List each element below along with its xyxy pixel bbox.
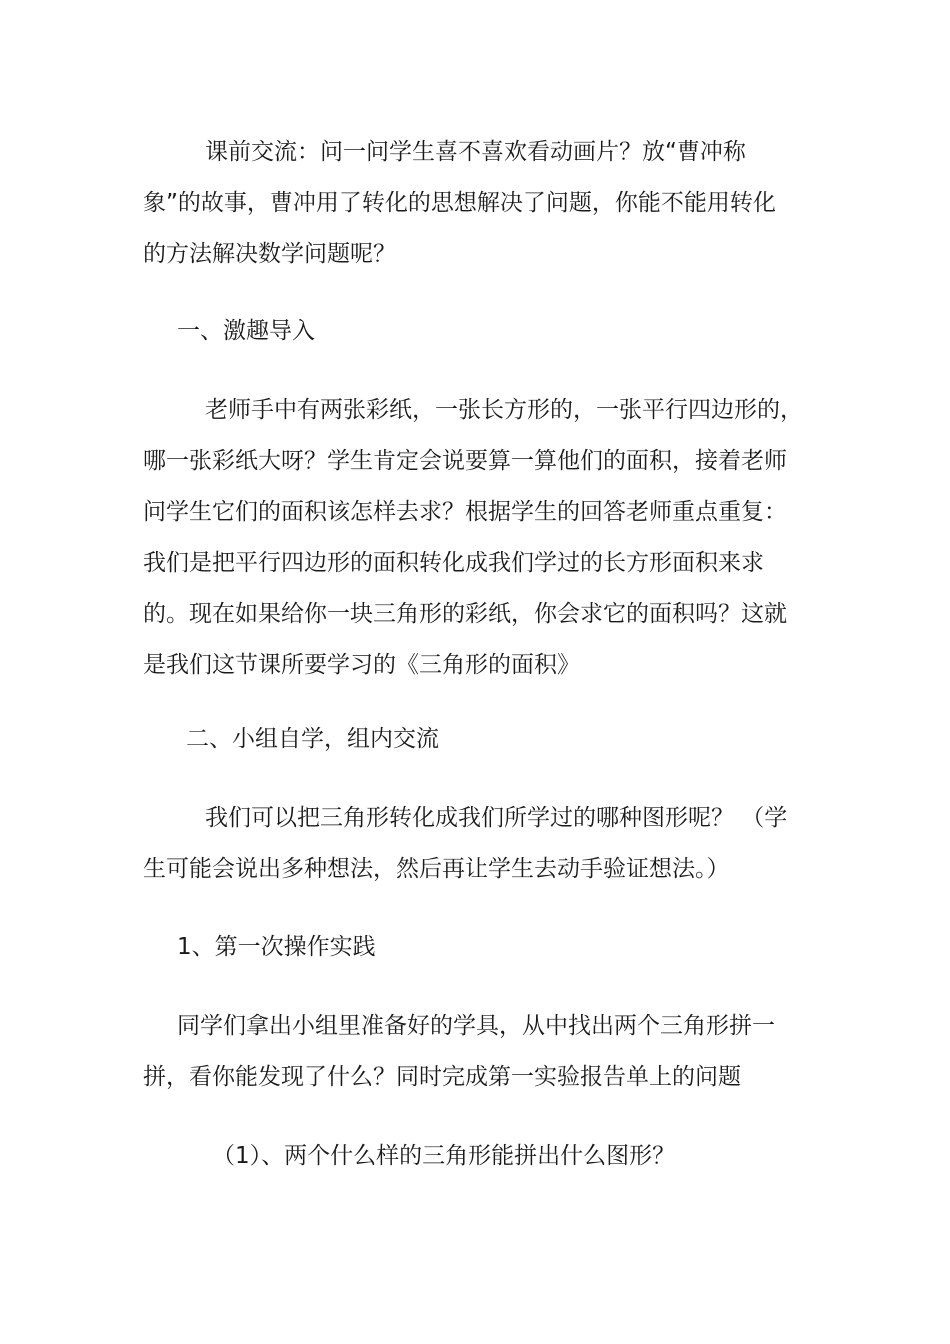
paragraph-1: [143, 385, 813, 691]
list-item-1: （1）、两个什么样的三角形能拼出什么图形？: [212, 1143, 676, 1169]
text-line: 象”的故事，曹冲用了转化的思想解决了问题，你能不能用转化: [143, 190, 776, 216]
text-line: 课前交流：问一问学生喜不喜欢看动画片？放“曹冲称: [205, 139, 746, 165]
subsection-heading: 1、第一次操作实践: [177, 934, 376, 960]
text-line: 问学生它们的面积该怎样去求？根据学生的回答老师重点重复：: [143, 499, 787, 525]
intro-paragraph: [143, 127, 813, 280]
text-line: 生可能会说出多种想法，然后再让学生去动手验证想法。）: [143, 856, 730, 882]
text-line: 拼，看你能发现了什么？同时完成第一实验报告单上的问题: [143, 1064, 741, 1090]
text-line: 的方法解决数学问题呢？: [143, 241, 396, 267]
paragraph-3: [143, 1001, 813, 1103]
text-line: 是我们这节课所要学习的《三角形的面积》: [143, 652, 580, 678]
section-heading-2: 二、小组自学，组内交流: [186, 726, 439, 752]
text-line: 的。现在如果给你一块三角形的彩纸，你会求它的面积吗？这就: [143, 601, 787, 627]
paragraph-2: [143, 793, 813, 895]
text-line: 我们是把平行四边形的面积转化成我们学过的长方形面积来求: [143, 550, 764, 576]
text-line: 老师手中有两张彩纸，一张长方形的，一张平行四边形的，: [205, 397, 803, 423]
text-line: 同学们拿出小组里准备好的学具，从中找出两个三角形拼一: [177, 1013, 775, 1039]
text-line: 我们可以把三角形转化成我们所学过的哪种图形呢？ （学: [205, 805, 788, 831]
section-heading-1: 一、激趣导入: [177, 318, 315, 344]
text-line: 哪一张彩纸大呀？学生肯定会说要算一算他们的面积，接着老师: [143, 448, 787, 474]
